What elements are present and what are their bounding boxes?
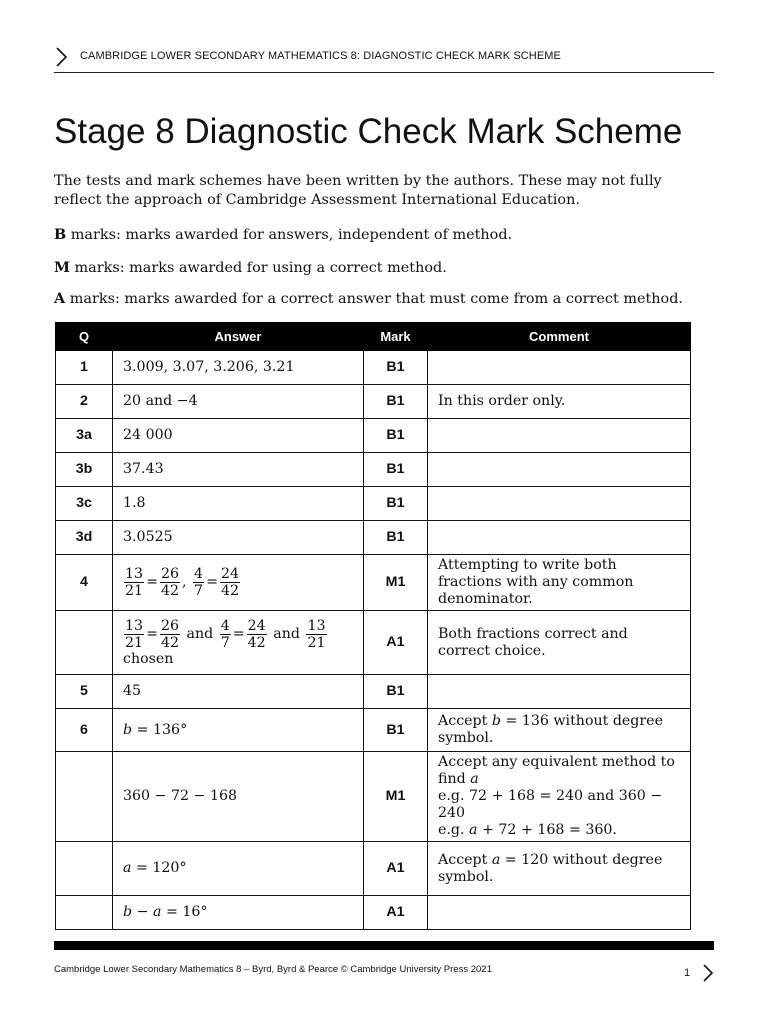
- answer-cell: $\frac{13}{21}$ = $\frac{26}{42}$ and $\frac{4}{7}$ = $\frac{24}{42}$ and $\frac{13}{21}$ chosen: [113, 611, 364, 675]
- answer-cell: 45: [113, 675, 364, 709]
- table-row: [56, 842, 691, 896]
- comment-cell: Accept a = 120 without degree symbol.: [428, 842, 691, 896]
- intro-paragraph: The tests and mark schemes have been written by the authors. These may not fully reflect the approach of Cambridge Assessment International Education.: [54, 173, 662, 208]
- comment-cell: [428, 453, 691, 487]
- question-cell: 3d: [56, 521, 113, 555]
- answer-tail: chosen: [123, 650, 174, 667]
- mark-cell: M1: [364, 752, 428, 842]
- comment-cell: [428, 675, 691, 709]
- table-row: [56, 385, 691, 419]
- table-row: [56, 453, 691, 487]
- mark-cell: B1: [364, 709, 428, 752]
- footer-rule: [54, 941, 714, 950]
- table-row: [56, 555, 691, 611]
- fraction: $\frac{13}{21}$: [125, 617, 144, 651]
- fraction: $\frac{24}{42}$: [247, 617, 266, 651]
- table-row: [56, 419, 691, 453]
- answer-cell: 3.0525: [113, 521, 364, 555]
- comment-cell: [428, 487, 691, 521]
- comment-cell: Accept b = 136 without degree symbol.: [428, 709, 691, 752]
- page-title: Stage 8 Diagnostic Check Mark Scheme: [54, 112, 683, 151]
- column-header-mark: Mark: [364, 323, 428, 351]
- column-header-comment: Comment: [428, 323, 691, 351]
- comment-cell: Accept any equivalent method to find a e.g. 72 + 168 = 240 and 360 − 240 e.g. a + 72 + 168 = 360.: [428, 752, 691, 842]
- mark-cell: B1: [364, 487, 428, 521]
- answer-cell: 1.8: [113, 487, 364, 521]
- next-page-chevron-icon[interactable]: [700, 962, 716, 984]
- mark-cell: M1: [364, 555, 428, 611]
- question-cell: 4: [56, 555, 113, 611]
- answer-cell: 24 000: [113, 419, 364, 453]
- question-cell: 6: [56, 709, 113, 752]
- mark-cell: B1: [364, 351, 428, 385]
- table-row: [56, 611, 691, 675]
- question-cell: [56, 752, 113, 842]
- fraction: $\frac{24}{42}$: [220, 566, 240, 599]
- fraction: $\frac{4}{7}$: [194, 566, 204, 599]
- answer-cell: a = 120°: [113, 842, 364, 896]
- comment-cell: Both fractions correct and correct choice.: [428, 611, 691, 675]
- answer-cell: b − a = 16°: [113, 896, 364, 930]
- fraction: $\frac{4}{7}$: [220, 617, 230, 651]
- question-cell: 5: [56, 675, 113, 709]
- table-row: [56, 521, 691, 555]
- table-row: [56, 896, 691, 930]
- table-row: [56, 675, 691, 709]
- mark-description: marks: marks awarded for answers, independent of method.: [66, 227, 513, 243]
- mark-cell: B1: [364, 419, 428, 453]
- mark-letter: A: [54, 290, 66, 307]
- mark-cell: B1: [364, 521, 428, 555]
- mark-cell: A1: [364, 842, 428, 896]
- table-row: [56, 752, 691, 842]
- footer-copyright: Cambridge Lower Secondary Mathematics 8 – Byrd, Byrd & Pearce © Cambridge University Press 2021: [54, 964, 492, 975]
- fraction: $\frac{26}{42}$: [160, 617, 180, 651]
- table-row: [56, 709, 691, 752]
- comment-cell: [428, 896, 691, 930]
- mark-description: marks: marks awarded for a correct answer that must come from a correct method.: [65, 291, 683, 307]
- mark-type-m: [54, 259, 447, 276]
- comment-cell: Attempting to write both fractions with any common denominator.: [428, 555, 691, 611]
- answer-cell: b = 136°: [113, 709, 364, 752]
- comment-cell: [428, 521, 691, 555]
- mark-letter: M: [54, 259, 70, 276]
- mark-description: marks: marks awarded for using a correct method.: [69, 260, 447, 276]
- mark-type-a: [54, 290, 683, 307]
- comment-cell: In this order only.: [428, 385, 691, 419]
- answer-cell: 3.009, 3.07, 3.206, 3.21: [113, 351, 364, 385]
- comment-cell: [428, 351, 691, 385]
- question-cell: [56, 611, 113, 675]
- fraction: $\frac{13}{21}$: [307, 617, 326, 651]
- column-header-q: Q: [56, 323, 113, 351]
- mark-type-b: [54, 226, 512, 243]
- running-header: [54, 44, 714, 73]
- answer-cell: 37.43: [113, 453, 364, 487]
- table-header-row: [56, 323, 691, 351]
- header-title: CAMBRIDGE LOWER SECONDARY MATHEMATICS 8: DIAGNOSTIC CHECK MARK SCHEME: [80, 50, 561, 62]
- answer-cell: 360 − 72 − 168: [113, 752, 364, 842]
- mark-letter: B: [54, 226, 67, 243]
- mark-cell: A1: [364, 611, 428, 675]
- question-cell: 3a: [56, 419, 113, 453]
- page-number: 1: [684, 967, 691, 979]
- fraction: $\frac{13}{21}$: [125, 566, 144, 599]
- answer-cell: 20 and −4: [113, 385, 364, 419]
- mark-cell: B1: [364, 385, 428, 419]
- answer-cell: $\frac{13}{21}$ = $\frac{26}{42}$ , $\frac{4}{7}$ = $\frac{24}{42}$: [113, 555, 364, 611]
- question-cell: [56, 896, 113, 930]
- mark-cell: B1: [364, 675, 428, 709]
- comment-cell: [428, 419, 691, 453]
- chevron-right-icon: [54, 46, 72, 68]
- question-cell: 3c: [56, 487, 113, 521]
- question-cell: 3b: [56, 453, 113, 487]
- mark-cell: A1: [364, 896, 428, 930]
- question-cell: 2: [56, 385, 113, 419]
- mark-cell: B1: [364, 453, 428, 487]
- fraction: $\frac{26}{42}$: [160, 566, 180, 599]
- question-cell: [56, 842, 113, 896]
- mark-scheme-table: [55, 322, 691, 930]
- table-row: [56, 351, 691, 385]
- table-row: [56, 487, 691, 521]
- question-cell: 1: [56, 351, 113, 385]
- column-header-answer: Answer: [113, 323, 364, 351]
